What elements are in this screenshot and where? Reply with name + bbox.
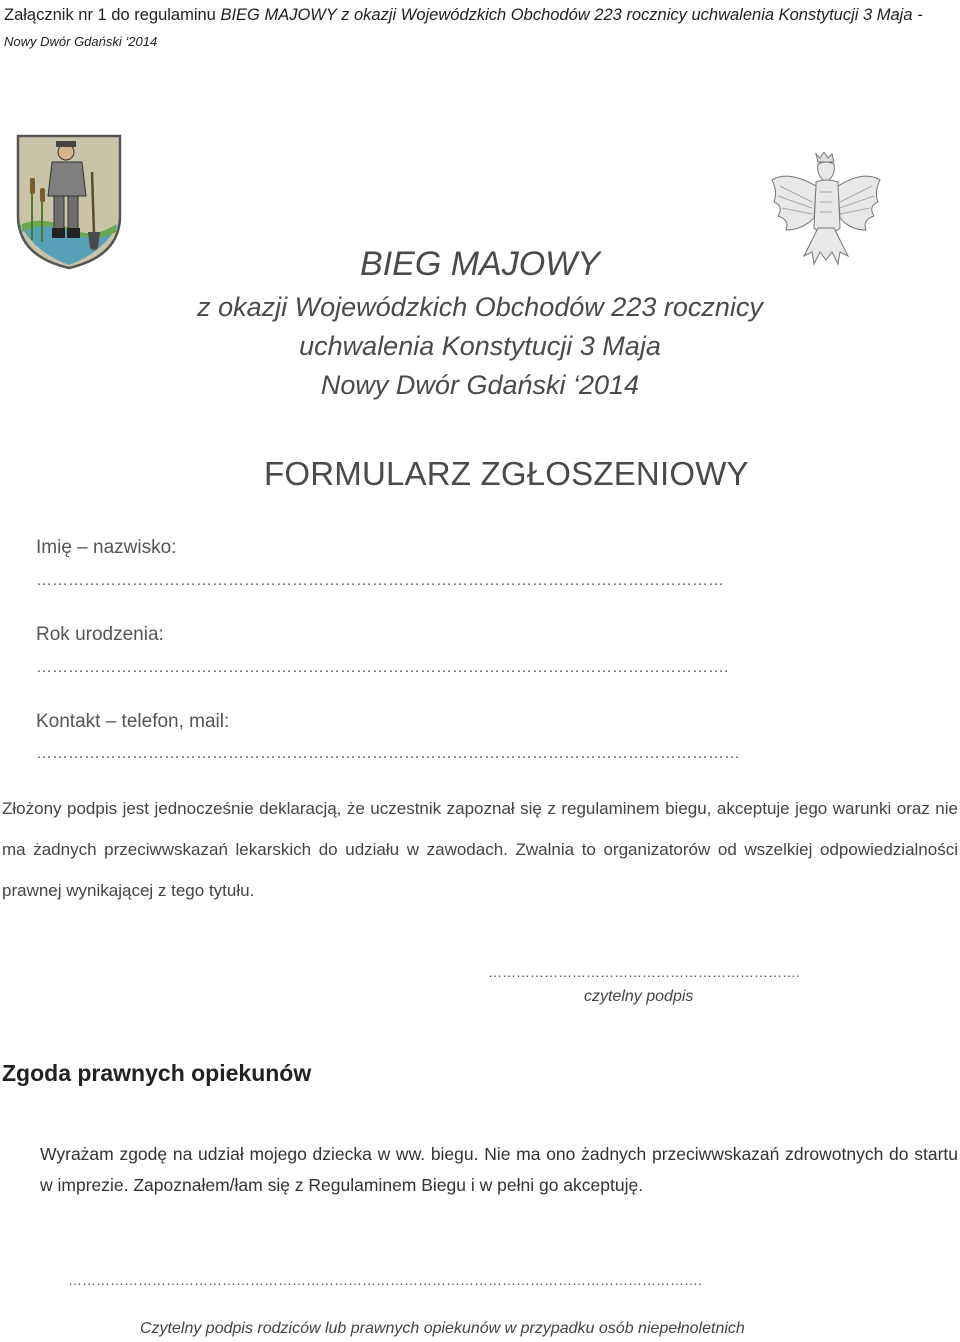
header-small: Nowy Dwór Gdański ‘2014 [4,34,158,49]
guardian-consent-text: Wyrażam zgodę na udział mojego dziecka w ww. biegu. Nie ma ono żadnych przeciwwskazań zdrowotnych do startu w imprezie. Zapoznałem/łam się z Regulaminem Biegu i w pełni go akceptuję. [40,1144,958,1195]
attachment-header [4,2,954,55]
event-title-block [120,244,840,405]
name-field-line[interactable]: ………………………………………………………………………………………………………………… [36,572,724,589]
event-subtitle-line-3: Nowy Dwór Gdański ‘2014 [320,370,640,400]
event-subtitle-line-2: uchwalenia Konstytucji 3 Maja [299,331,661,361]
guardian-signature-caption: Czytelny podpis rodziców lub prawnych opiekunów w przypadku osób niepełnoletnich [140,1320,745,1337]
header-italic: BIEG MAJOWY z okazji Wojewódzkich Obchodów 223 rocznicy uchwalenia Konstytucji 3 Maja - [220,6,923,24]
event-subtitle-line-1: z okazji Wojewódzkich Obchodów 223 rocznicy [197,292,763,322]
header-prefix: Załącznik nr 1 do regulaminu [4,6,216,24]
crest-icon [14,132,124,270]
name-field-label: Imię – nazwisko: [36,537,177,558]
form-title: FORMULARZ ZGŁOSZENIOWY [264,455,749,492]
contact-field-line[interactable]: …………………………………………………………………………………………………………………… [36,745,740,762]
participant-signature-caption: czytelny podpis [584,988,694,1005]
birth-year-field-line[interactable]: …………………………………………………………………………………………………………………. [36,659,729,676]
participant-signature-line[interactable]: …………………………………………………………. [488,964,800,980]
guardian-consent-title: Zgoda prawnych opiekunów [2,1060,312,1086]
guardian-signature-line[interactable]: ………………………………………………………………………………………………………………………. [68,1272,702,1288]
contact-field-label: Kontakt – telefon, mail: [36,711,230,732]
birth-year-field-label: Rok urodzenia: [36,624,164,645]
declaration-paragraph: Złożony podpis jest jednocześnie deklaracją, że uczestnik zapoznał się z regulaminem biegu, akceptuje jego warunki oraz nie ma żadnych przeciwwskazań lekarskich do udziału w zawodach. Zwalnia to organizatorów od wszelkiej odpowiedzialności prawnej wynikającej z tego tytułu. [2,799,958,900]
event-title: BIEG MAJOWY [360,245,600,283]
